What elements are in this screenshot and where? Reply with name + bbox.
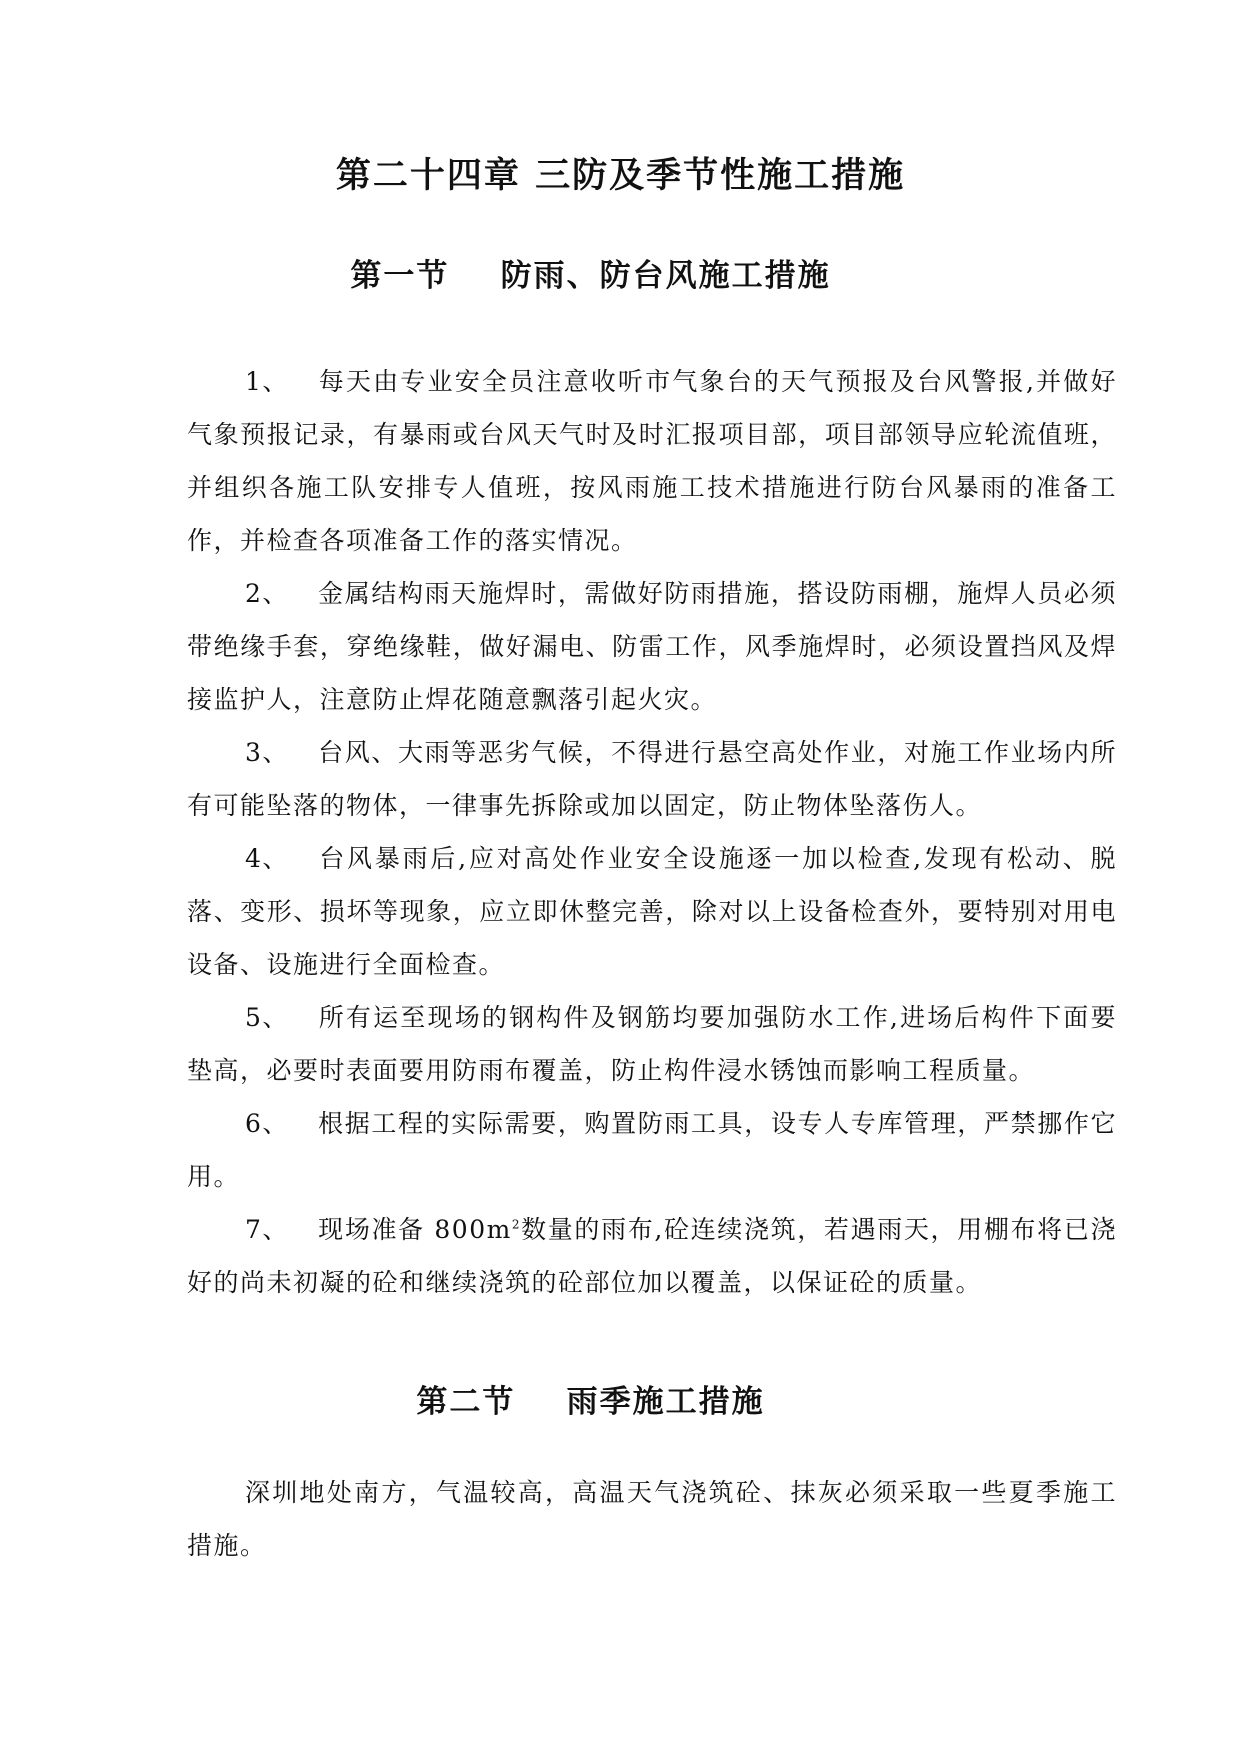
paragraph-number: 5、 <box>245 1003 289 1032</box>
paragraph-number: 6、 <box>245 1109 289 1138</box>
section-title-2: 第二节 雨季施工措施 <box>416 1384 765 1420</box>
paragraph-text: 金属结构雨天施焊时，需做好防雨措施，搭设防雨棚，施焊人员必须带绝缘手套，穿绝缘鞋，做好漏电、防雷工作，风季施焊时，必须设置挡风及焊接监护人，注意防止焊花随意飘落引起火灾。 <box>187 579 1117 714</box>
paragraph-3 <box>187 726 1117 832</box>
section-1-body <box>187 355 1117 1309</box>
paragraph-text-before: 现场准备 800m <box>318 1215 512 1244</box>
paragraph-intro: 深圳地处南方，气温较高，高温天气浇筑砼、抹灰必须采取一些夏季施工措施。 <box>187 1478 1117 1560</box>
chapter-title: 第二十四章 三防及季节性施工措施 <box>335 155 906 196</box>
paragraph-2 <box>187 567 1117 726</box>
paragraph-text: 每天由专业安全员注意收听市气象台的天气预报及台风警报,并做好气象预报记录，有暴雨或台风天气时及时汇报项目部，项目部领导应轮流值班，并组织各施工队安排专人值班，按风雨施工技术措施进行防台风暴雨的准备工作，并检查各项准备工作的落实情况。 <box>187 367 1117 555</box>
section-2-body <box>187 1466 1117 1572</box>
superscript-unit: 2 <box>511 1217 521 1232</box>
paragraph-number: 7、 <box>245 1215 289 1244</box>
paragraph-number: 3、 <box>245 738 289 767</box>
section-title-1: 第一节 防雨、防台风施工措施 <box>350 258 831 294</box>
paragraph-7 <box>187 1203 1117 1309</box>
paragraph-number: 1、 <box>245 367 289 396</box>
paragraph-text: 根据工程的实际需要，购置防雨工具，设专人专库管理，严禁挪作它用。 <box>187 1109 1117 1191</box>
paragraph-text: 台风暴雨后,应对高处作业安全设施逐一加以检查,发现有松动、脱落、变形、损坏等现象，应立即休整完善，除对以上设备检查外，要特别对用电设备、设施进行全面检查。 <box>187 844 1117 979</box>
paragraph-number: 2、 <box>245 579 289 608</box>
paragraph-text-after: 数量的雨布,砼连续浇筑，若遇雨天，用棚布将已浇好的尚未初凝的砼和继续浇筑的砼部位加以覆盖，以保证砼的质量。 <box>187 1215 1117 1297</box>
paragraph-text: 所有运至现场的钢构件及钢筋均要加强防水工作,进场后构件下面要垫高，必要时表面要用防雨布覆盖，防止构件浸水锈蚀而影响工程质量。 <box>187 1003 1117 1085</box>
paragraph-number: 4、 <box>245 844 289 873</box>
paragraph-1 <box>187 355 1117 567</box>
paragraph-5 <box>187 991 1117 1097</box>
paragraph-6 <box>187 1097 1117 1203</box>
paragraph-4 <box>187 832 1117 991</box>
paragraph-text: 台风、大雨等恶劣气候，不得进行悬空高处作业，对施工作业场内所有可能坠落的物体，一律事先拆除或加以固定，防止物体坠落伤人。 <box>187 738 1117 820</box>
